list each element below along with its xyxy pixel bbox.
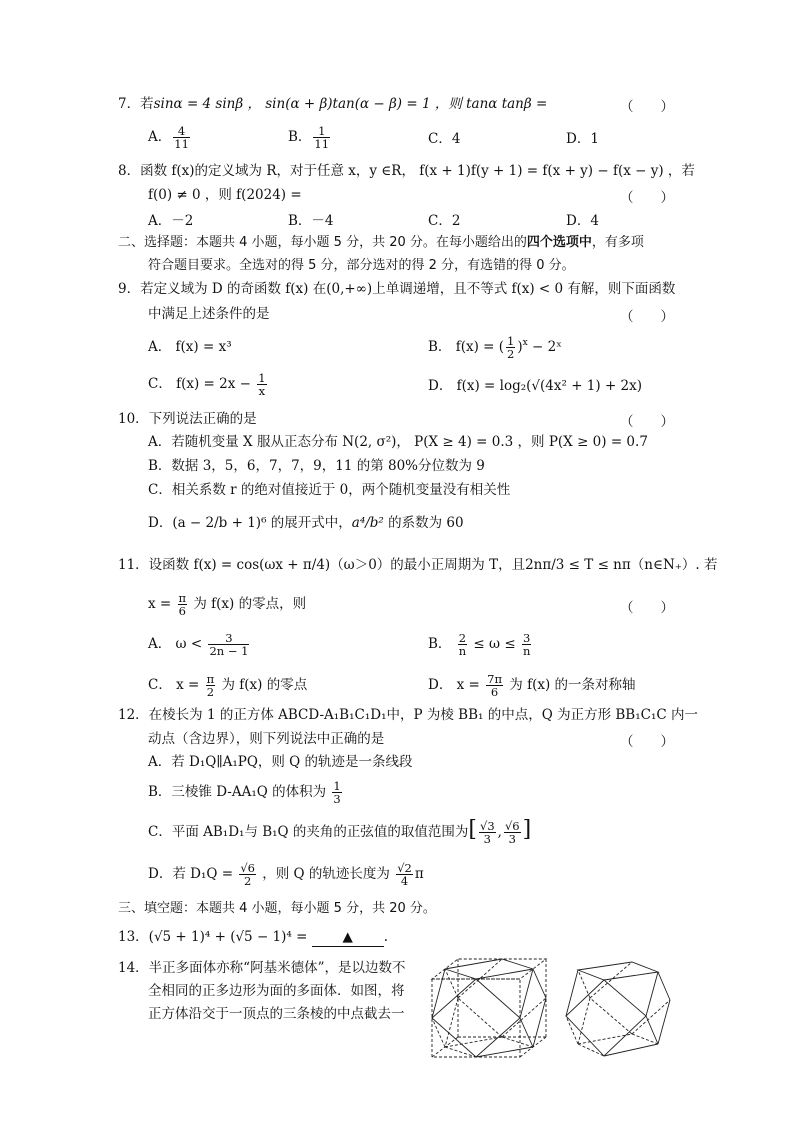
q11-stem-line1: 11．设函数 f(x) = cos(ωx + π/4)（ω＞0）的最小正周期为 T，且2nπ/3 ≤ T ≤ nπ（n∈N₊）. 若 <box>118 557 718 573</box>
q8-option-d: D．4 <box>566 213 599 229</box>
q9-stem-line1: 9．若定义域为 D 的奇函数 f(x) 在(0,+∞)上单调递增，且不等式 f(x) < 0 有解，则下面函数 <box>118 281 676 297</box>
q12-option-c: C．平面 AB₁D₁与 B₁Q 的夹角的正弦值的取值范围为[ $\frac{√3}{3}$ , $\frac{√6}{3}$ ] <box>148 817 532 846</box>
q8-option-c: C．2 <box>428 213 461 229</box>
q10-option-c: C．相关系数 r 的绝对值接近于 0，两个随机变量没有相关性 <box>148 482 511 498</box>
q8-option-a: A．－2 <box>148 213 194 229</box>
q11-stem-line2: x = $\frac{\pi}{6}$ 为 f(x) 的零点，则 <box>148 591 307 618</box>
q11-answer-paren: （ ） <box>620 600 674 616</box>
cube-with-cuboctahedron-figure <box>428 955 550 1061</box>
q11-option-a: A． ω < $\frac{3}{2n - 1}$ <box>148 631 249 658</box>
q9-answer-paren: （ ） <box>620 309 674 325</box>
q14-stem-line3: 正方体沿交于一顶点的三条棱的中点截去一 <box>148 1006 405 1022</box>
q9-option-d: D． f(x) = log₂(√(4x² + 1) + 2x) <box>428 378 643 394</box>
q8-answer-paren: （ ） <box>620 190 674 206</box>
q8-option-b: B．－4 <box>288 213 334 229</box>
q7-option-c: C．4 <box>428 131 461 147</box>
q13-answer-blank: ▲ <box>312 928 384 947</box>
section2-heading-line2: 符合题目要求。全选对的得 5 分，部分选对的得 2 分，有选错的得 0 分。 <box>148 258 575 273</box>
q7-option-b: B． $\frac{1}{11}$ <box>288 124 330 151</box>
q12-option-a: A．若 D₁Q∥A₁PQ，则 Q 的轨迹是一条线段 <box>148 754 413 770</box>
q8-stem-line2: f(0) ≠ 0 ，则 f(2024) = <box>148 187 302 203</box>
q14-stem-line2: 全相同的正多边形为面的多面体．如图，将 <box>148 983 405 999</box>
q9-stem-line2: 中满足上述条件的是 <box>148 306 270 322</box>
q11-option-c: C． x = $\frac{\pi}{2}$ 为 f(x) 的零点 <box>148 672 308 699</box>
q13-stem: 13．(√5 + 1)⁴ + (√5 − 1)⁴ = ▲ . <box>118 929 389 945</box>
q10-option-a: A．若随机变量 X 服从正态分布 N(2, σ²)， P(X ≥ 4) = 0.3 ，则 P(X ≥ 0) = 0.7 <box>148 434 648 450</box>
q9-option-b: B． f(x) = ( $\frac{1}{2}$ )$^x$ − 2ˣ <box>428 334 562 361</box>
q10-option-b: B．数据 3，5，6，7，7，9，11 的第 80%分位数为 9 <box>148 458 485 474</box>
q11-option-b: B． $\frac{2}{n}$ ≤ ω ≤ $\frac{3}{n}$ <box>428 631 531 658</box>
q14-stem-line1: 14．半正多面体亦称“阿基米德体”，是以边数不 <box>118 960 406 976</box>
q10-answer-paren: （ ） <box>620 414 674 430</box>
q9-option-c: C． f(x) = 2x − $\frac{1}{x}$ <box>148 371 266 398</box>
q11-option-d: D． x = $\frac{7\pi}{6}$ 为 f(x) 的一条对称轴 <box>428 672 636 699</box>
q12-answer-paren: （ ） <box>620 734 674 750</box>
q12-option-d: D．若 D₁Q = $\frac{√6}{2}$ ，则 Q 的轨迹长度为 $\frac{√2}{4}$ π <box>148 861 424 888</box>
q8-stem-line1: 8．函数 f(x)的定义域为 R，对于任意 x，y ∈R， f(x + 1)f(y + 1) = f(x + y) − f(x − y) ，若 <box>118 163 695 179</box>
q12-stem-line1: 12．在棱长为 1 的正方体 ABCD-A₁B₁C₁D₁中，P 为棱 BB₁ 的中点，Q 为正方形 BB₁C₁C 内一 <box>118 707 698 723</box>
q9-option-a: A． f(x) = x³ <box>148 339 232 355</box>
q7-stem: 7．若sinα = 4 sinβ ， sin(α + β)tan(α − β) = 1 ，则 tanα tanβ = <box>118 96 548 112</box>
q12-stem-line2: 动点（含边界），则下列说法中正确的是 <box>148 731 385 747</box>
q7-answer-paren: （ ） <box>620 99 674 115</box>
q10-option-d: D．(a − 2/b + 1)⁶ 的展开式中，a⁴/b² 的系数为 60 <box>148 515 464 531</box>
section2-heading-line1: 二、选择题：本题共 4 小题，每小题 5 分，共 20 分。在每小题给出的四个选项中，有多项 <box>118 235 644 250</box>
section3-heading: 三、填空题：本题共 4 小题，每小题 5 分，共 20 分。 <box>118 901 436 916</box>
q12-option-b: B．三棱锥 D-AA₁Q 的体积为 $\frac{1}{3}$ <box>148 779 341 806</box>
cuboctahedron-figure <box>562 960 674 1060</box>
q7-option-a: A． $\frac{4}{11}$ <box>148 124 189 151</box>
q10-stem: 10．下列说法正确的是 <box>118 411 257 427</box>
q7-option-d: D．1 <box>566 131 599 147</box>
